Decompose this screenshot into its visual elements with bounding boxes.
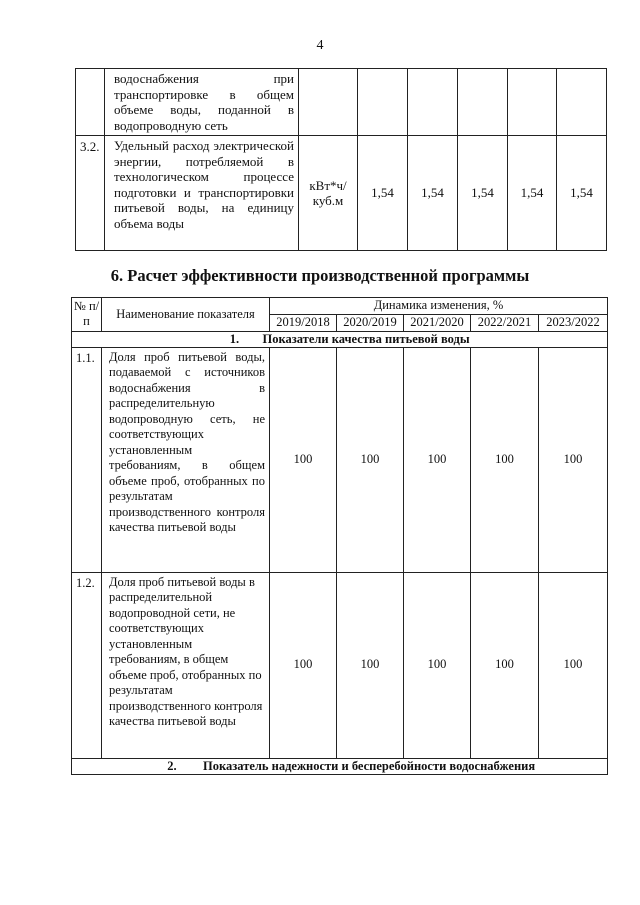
value-cell: 100 — [404, 572, 471, 758]
year-header: 2023/2022 — [539, 315, 608, 332]
row-index: 3.2. — [76, 136, 105, 251]
table-header-row — [72, 298, 608, 315]
value-cell: 1,54 — [358, 136, 408, 251]
value-cell — [408, 69, 458, 136]
table-row — [72, 572, 608, 758]
value-cell: 100 — [471, 347, 539, 572]
table-row — [76, 69, 607, 136]
value-cell — [458, 69, 508, 136]
indicator-name: водоснабжения при транспортировке в общем объеме воды, поданной в водопроводную сеть — [105, 69, 299, 136]
efficiency-table — [71, 297, 608, 775]
section-1-title — [72, 331, 608, 347]
value-cell: 1,54 — [408, 136, 458, 251]
section-2-title — [72, 758, 608, 774]
unit-cell — [299, 69, 358, 136]
value-cell: 100 — [471, 572, 539, 758]
value-cell — [557, 69, 607, 136]
year-header: 2020/2019 — [337, 315, 404, 332]
table-row — [72, 347, 608, 572]
indicators-table-continued — [75, 68, 607, 251]
value-cell: 100 — [337, 572, 404, 758]
section-heading: 6. Расчет эффективности производственной программы — [110, 266, 530, 285]
section-row — [72, 331, 608, 347]
table-row — [76, 136, 607, 251]
value-cell: 1,54 — [458, 136, 508, 251]
year-header: 2021/2020 — [404, 315, 471, 332]
unit-cell: кВт*ч/ куб.м — [299, 136, 358, 251]
value-cell — [358, 69, 408, 136]
value-cell: 100 — [404, 347, 471, 572]
section-number: 2. — [167, 758, 177, 773]
indicator-name: Доля проб питьевой воды, подаваемой с источников водоснабжения в распределительную водопроводную сеть, не соответствующих установленным требованиям, в общем объеме проб, отобранных по результатам производственного контроля качества питьевой воды — [102, 347, 270, 572]
indicator-name: Удельный расход электрической энергии, потребляемой в технологическом процессе подготовки и транспортировки питьевой воды, на единицу объема воды — [105, 136, 299, 251]
section-number: 1. — [229, 331, 240, 346]
value-cell — [508, 69, 557, 136]
indicator-name: Доля проб питьевой воды в распределительной водопроводной сети, не соответствующих установленным требованиям, в общем объеме проб, отобранных по результатам производственного контроля качества питьевой воды — [102, 572, 270, 758]
value-cell: 1,54 — [557, 136, 607, 251]
year-header: 2019/2018 — [270, 315, 337, 332]
value-cell: 100 — [539, 347, 608, 572]
section-label: Показатели качества питьевой воды — [262, 331, 470, 346]
col-name-header: Наименование показателя — [102, 298, 270, 332]
section-label: Показатель надежности и бесперебойности водоснабжения — [203, 758, 536, 773]
value-cell: 1,54 — [508, 136, 557, 251]
col-number-header: № п/п — [72, 298, 102, 332]
row-index — [76, 69, 105, 136]
value-cell: 100 — [270, 572, 337, 758]
page-number: 4 — [316, 38, 324, 53]
value-cell: 100 — [270, 347, 337, 572]
section-row — [72, 758, 608, 774]
dynamics-header: Динамика изменения, % — [270, 298, 608, 315]
row-index: 1.1. — [72, 347, 102, 572]
row-index: 1.2. — [72, 572, 102, 758]
year-header: 2022/2021 — [471, 315, 539, 332]
value-cell: 100 — [337, 347, 404, 572]
value-cell: 100 — [539, 572, 608, 758]
